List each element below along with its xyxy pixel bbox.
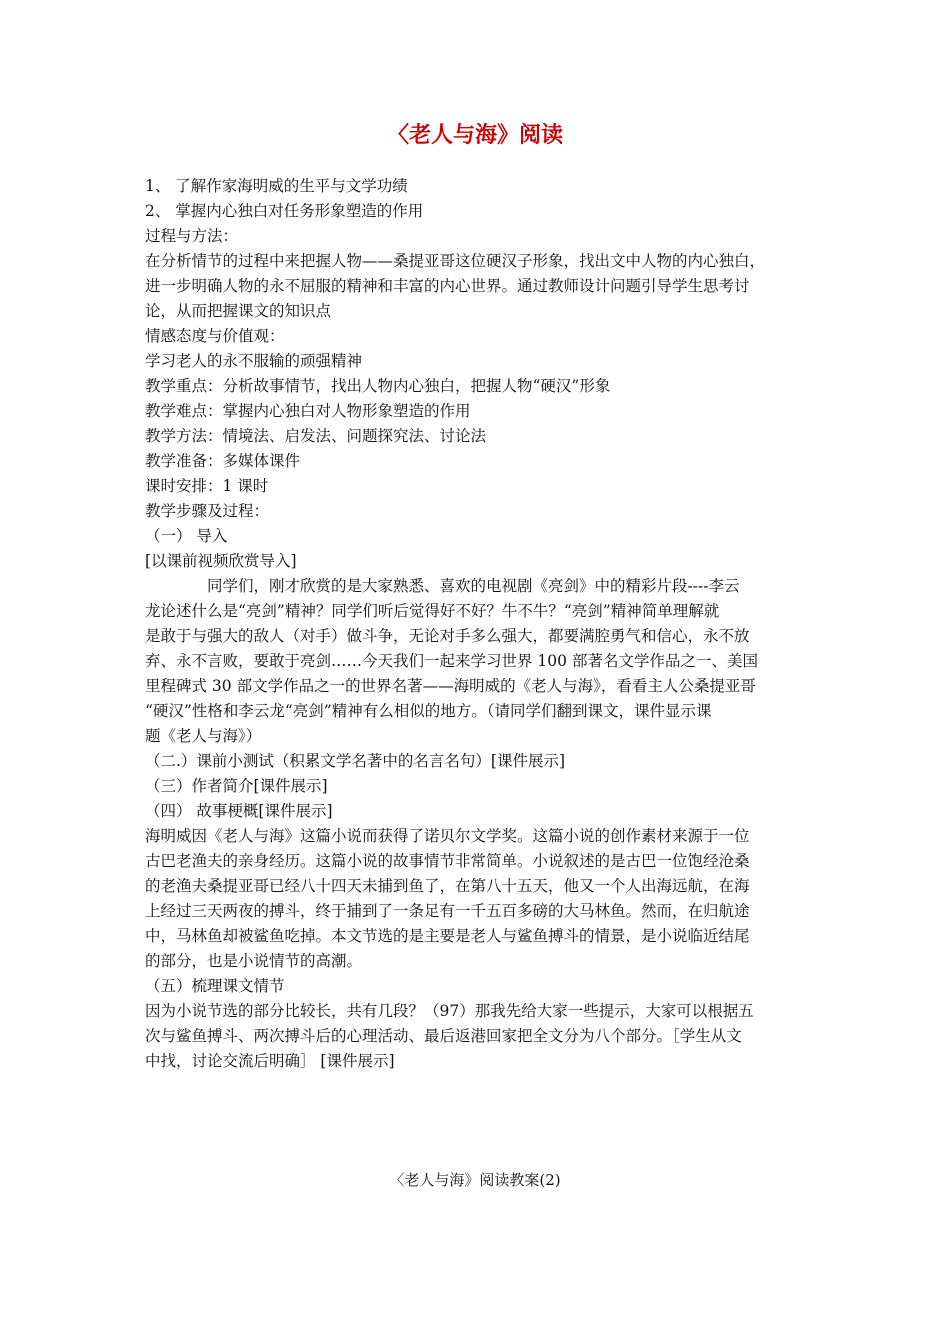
text-line: 的老渔夫桑提亚哥已经八十四天未捕到鱼了，在第八十五天，他又一个人出海远航，在海: [145, 877, 750, 895]
text-line: 教学重点：分析故事情节，找出人物内心独白，把握人物“硬汉”形象: [145, 377, 611, 395]
page-footer: 〈老人与海》阅读教案(2): [389, 1171, 561, 1189]
text-line: 古巴老渔夫的亲身经历。这篇小说的故事情节非常简单。小说叙述的是古巴一位饱经沧桑: [145, 852, 750, 870]
text-line: 课时安排：1 课时: [145, 477, 269, 495]
text-line: 教学方法：情境法、启发法、问题探究法、讨论法: [145, 427, 487, 445]
text-line: 因为小说节选的部分比较长，共有几段？（97）那我先给大家一些提示，大家可以根据五: [145, 1002, 754, 1020]
page-title: 〈老人与海》阅读: [386, 123, 563, 148]
text-line: 弃、永不言败，要敢于亮剑……今天我们一起来学习世界 100 部著名文学作品之一、美国: [145, 652, 758, 670]
text-line: 学习老人的永不服输的顽强精神: [145, 352, 363, 370]
text-line: 中，马林鱼却被鲨鱼吃掉。本文节选的是主要是老人与鲨鱼搏斗的情景，是小说临近结尾: [145, 927, 750, 945]
text-line: 教学准备：多媒体课件: [145, 452, 301, 470]
text-line: 龙论述什么是“亮剑”精神？同学们听后觉得好不好？牛不牛？“亮剑”精神简单理解就: [145, 602, 720, 620]
text-line: 过程与方法：: [145, 227, 239, 245]
text-line: （五）梳理课文情节: [145, 977, 285, 995]
text-line: 情感态度与价值观：: [145, 327, 285, 345]
text-line: （四） 故事梗概[课件展示]: [145, 802, 333, 820]
text-line: 在分析情节的过程中来把握人物——桑提亚哥这位硬汉子形象，找出文中人物的内心独白，: [145, 252, 766, 270]
text-line: 论，从而把握课文的知识点: [145, 302, 332, 320]
text-line: 中找，讨论交流后明确］ [课件展示]: [145, 1052, 395, 1070]
text-line: 同学们，刚才欣赏的是大家熟悉、喜欢的电视剧《亮剑》中的精彩片段----李云: [207, 577, 740, 595]
text-line: 海明威因《老人与海》这篇小说而获得了诺贝尔文学奖。这篇小说的创作素材来源于一位: [145, 827, 750, 845]
text-line: 上经过三天两夜的搏斗，终于捕到了一条足有一千五百多磅的大马林鱼。然而，在归航途: [145, 902, 750, 920]
text-line: 里程碑式 30 部文学作品之一的世界名著——海明威的《老人与海》，看看主人公桑提亚哥: [145, 677, 756, 695]
text-line: （一） 导入: [145, 527, 228, 545]
text-line: （二.）课前小测试（积累文学名著中的名言名句）[课件展示]: [145, 752, 566, 770]
text-line: 教学步骤及过程：: [145, 502, 270, 520]
text-line: 进一步明确人物的永不屈服的精神和丰富的内心世界。通过教师设计问题引导学生思考讨: [145, 277, 750, 295]
text-line: 2、 掌握内心独白对任务形象塑造的作用: [145, 202, 424, 220]
text-line: “硬汉”性格和李云龙“亮剑”精神有么相似的地方。（请同学们翻到课文，课件显示课: [145, 702, 712, 720]
text-line: 是敢于与强大的敌人（对手）做斗争，无论对手多么强大，都要满腔勇气和信心，永不放: [145, 627, 750, 645]
text-line: 1、 了解作家海明威的生平与文学功绩: [145, 177, 408, 195]
text-line: （三）作者简介[课件展示]: [145, 777, 328, 795]
document-body: [145, 174, 817, 1074]
text-line: 题《老人与海》）: [145, 727, 262, 745]
text-line: 次与鲨鱼搏斗、两次搏斗后的心理活动、最后返港回家把全文分为八个部分。［学生从文: [145, 1027, 742, 1045]
text-line: 的部分，也是小说情节的高潮。: [145, 952, 363, 970]
text-line: [以课前视频欣赏导入]: [145, 552, 297, 570]
text-line: 教学难点：掌握内心独白对人物形象塑造的作用: [145, 402, 471, 420]
